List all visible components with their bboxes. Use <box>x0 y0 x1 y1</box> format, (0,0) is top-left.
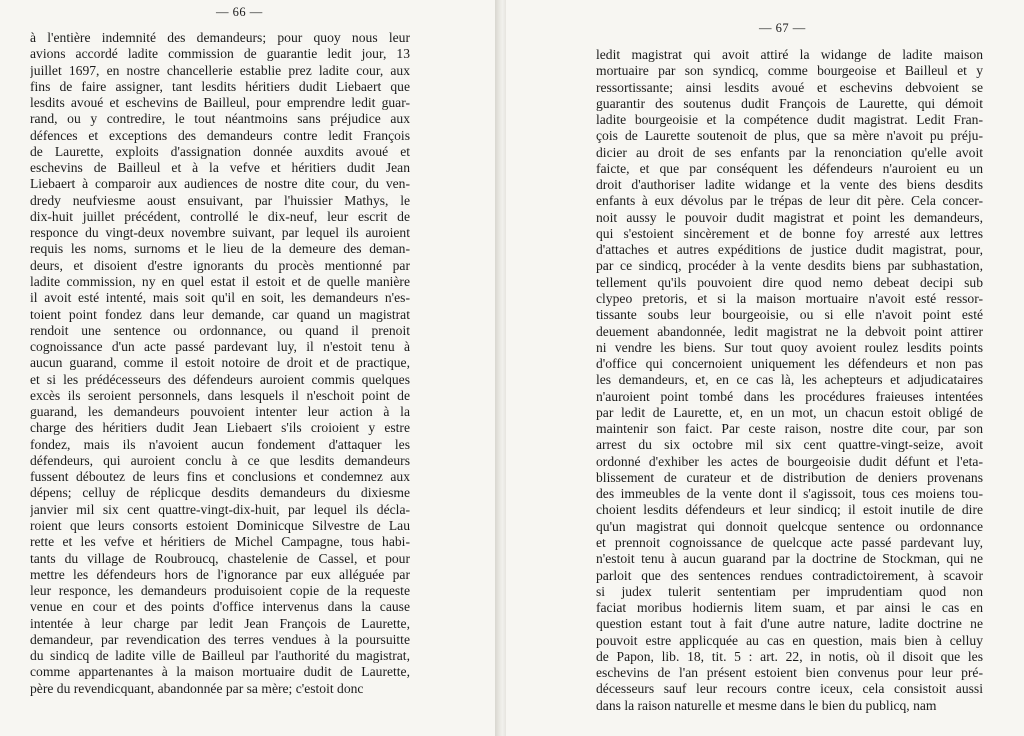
text-line: défences et exceptions des demandeurs contre ledit François <box>30 127 410 143</box>
text-line: par ce sindicq, procéder à la vente desdits biens par subhastation, <box>596 258 983 274</box>
text-line: ni vendre les biens. Sur tout quoy avoient roulez lesdits points <box>596 339 983 355</box>
text-line: à l'entière indemnité des demandeurs; pour quoy nous leur <box>30 30 410 45</box>
text-line: fondez, mais ils n'avoient aucun fondement d'attaquer les <box>30 436 410 452</box>
text-line: deurs, et disoient d'estre ignorants du procès mentionné par <box>30 257 410 273</box>
text-line: les demandeurs, et, en ce cas là, les achepteurs et adjudicataires <box>596 372 983 388</box>
page-number-66: — 66 — <box>216 5 263 19</box>
text-line: eschevins de Bailleul et à la vefve et héritiers dudit Jean <box>30 160 410 176</box>
text-line: fussent déboutez de leurs fins et conclusions et condemnez aux <box>30 469 410 485</box>
text-line: maintenir son faict. Par ceste raison, nostre dite cour, par son <box>596 421 983 437</box>
text-line: qu'un magistrat qui donnoit quelcque sentence ou ordonnance <box>596 518 983 534</box>
left-page-text <box>30 30 410 697</box>
text-line: enfants à eux dévolus par le trépas de leur dit père. Cela concer- <box>596 193 983 209</box>
text-line: avions accordé ladite commission de guarantie ledit jour, 13 <box>30 46 410 62</box>
text-line: rette et les vefve et héritiers de Michel Campagne, tous habi- <box>30 534 410 550</box>
text-line: faciat moribus hodiernis litem suam, et par ainsi le cas en <box>596 600 983 616</box>
text-line: parloit que des sentences rendues contradictoirement, à scavoir <box>596 567 983 583</box>
text-line: fins de faire assigner, tant lesdits héritiers dudit Liebaert que <box>30 78 410 94</box>
text-line: ressortissante; ainsi lesdits avoué et eschevins debvoient se <box>596 79 983 95</box>
text-line: blissement de curateur et de distribution de deniers provenans <box>596 469 983 485</box>
text-line: deuement abandonnée, ledit magistrat ne la debvoit point attirer <box>596 323 983 339</box>
text-line: qui s'estoient sincèrement et de bonne foy arresté aux lettres <box>596 225 983 241</box>
text-line: eschevins de l'an présent estoient bien convenus pour leur pré- <box>596 665 983 681</box>
text-line: dans la raison naturelle et mesme dans le bien du publicq, nam <box>596 697 937 713</box>
text-line: rand, ou y contredire, le tout néantmoins sans préjudice aux <box>30 111 410 127</box>
text-line: ladite commission, ny en quel estat il estoit et de quelle manière <box>30 273 410 289</box>
text-line: rendoit une sentence ou ordonnance, ou quand il prenoit <box>30 322 410 338</box>
page-number-67: — 67 — <box>759 21 806 35</box>
text-line: tellement qu'ils pouvoient dire quod nemo debeat decipi sub <box>596 274 983 290</box>
text-line: venue en cour et des points d'office intervenus dans la cause <box>30 599 410 615</box>
text-line: décesseurs sauf leur recours contre iceux, cela consistoit aussi <box>596 681 983 697</box>
text-line: arrest du six octobre mil six cent quattre-vingt-seize, avoit <box>596 437 983 453</box>
text-line: défendeurs, qui auroient conclu à ce que lesdits demandeurs <box>30 452 410 468</box>
text-line: tissante soubs leur bourgeoisie, ou si elle n'avoit point esté <box>596 307 983 323</box>
text-line: lesdits avoué et eschevins de Bailleul, pour emprendre ledit guar- <box>30 95 410 111</box>
text-line: responce du vingt-deux novembre suivant, par lequel ils auroient <box>30 225 410 241</box>
text-line: excès ils seroient personnels, dans lesquels il n'eschoit point de <box>30 387 410 403</box>
text-line: dix-huit juillet précédent, controllé le dix-neuf, leur escrit de <box>30 208 410 224</box>
text-line: par ledit de Laurette, et, en un mot, un chacun estoit obligé de <box>596 404 983 420</box>
text-line: père du revendicquant, abandonnée par sa mère; c'estoit donc <box>30 680 364 696</box>
text-line: faicte, et que par conséquent les défendeurs n'auroient eu un <box>596 160 983 176</box>
text-line: et si les prédécesseurs des défendeurs auroient commis quelques <box>30 371 410 387</box>
text-line: il avoit esté intenté, mais soit qu'il en soit, les demandeurs n'es- <box>30 290 410 306</box>
text-line: comme appartenantes à la maison mortuaire dudit de Laurette, <box>30 664 410 680</box>
text-line: choient lesdits défendeurs et leur sindicq; il estoit inutile de dire <box>596 502 983 518</box>
text-line: charge des héritiers dudit Jean Liebaert s'ils croioient y estre <box>30 420 410 436</box>
left-page <box>0 0 498 736</box>
text-line: du sindicq de ladite ville de Bailleul par l'authorité du magistrat, <box>30 648 410 664</box>
text-line: droit d'authoriser ladite widange et la vente des biens desdits <box>596 177 983 193</box>
text-line: clypeo pretoris, et si la maison mortuaire n'avoit esté ressor- <box>596 290 983 306</box>
right-page <box>506 0 1024 736</box>
text-line: dicier au droit de ses enfants par la renonciation qu'elle avoit <box>596 144 983 160</box>
text-line: çois de Laurette soutenoit de plus, que sa mère n'avoit pu préju- <box>596 128 983 144</box>
text-line: dépens; celluy de réplicque desdits demandeurs du dixiesme <box>30 485 410 501</box>
text-line: n'estoit tenu à aucun guarand par la doctrine de Stockman, qui ne <box>596 551 983 567</box>
text-line: mortuaire par son syndicq, comme bourgeoise et Bailleul et y <box>596 63 983 79</box>
text-line: juillet 1697, en nostre chancellerie establie prez ladite cour, aux <box>30 62 410 78</box>
text-line: et prennoit cognoissance de quelcque acte passé pardevant luy, <box>596 534 983 550</box>
text-line: des immeubles de la vente dont il s'agissoit, tous ces moiens tou- <box>596 486 983 502</box>
text-line: tants du village de Roubroucq, chastelenie de Cassel, et pour <box>30 550 410 566</box>
text-line: guarantir des soutenus dudit François de Laurette, qui démoit <box>596 95 983 111</box>
text-line: dredy neufviesme aoust ensuivant, par l'huissier Mathys, le <box>30 192 410 208</box>
right-page-text <box>596 47 983 714</box>
text-line: question estant tout à fait d'une autre nature, ladite doctrine ne <box>596 616 983 632</box>
text-line: de Laurette, exploits d'assignation donnée auxdits avoué et <box>30 143 410 159</box>
text-line: ledit magistrat qui avoit attiré la widange de ladite maison <box>596 47 983 62</box>
text-line: intentée à leur charge par ledit Jean François de Laurette, <box>30 615 410 631</box>
text-line: ordonné d'exhiber les actes de bourgeoisie dudit défunt et l'eta- <box>596 453 983 469</box>
text-line: demandeur, par revendication des terres vendues à la poursuitte <box>30 631 410 647</box>
text-line: roient que leurs consorts estoient Dominicque Silvestre de Lau <box>30 517 410 533</box>
text-line: toient point fondez dans leur demande, car quand un magistrat <box>30 306 410 322</box>
text-line: requis les noms, surnoms et le lieu de la demeure des deman- <box>30 241 410 257</box>
text-line: si judex tulerit sententiam per imprudentiam quod non <box>596 583 983 599</box>
text-line: noit aussy le pouvoir dudit magistrat et point les demandeurs, <box>596 209 983 225</box>
text-line: leur responce, les demandeurs produisoient copie de la requeste <box>30 583 410 599</box>
text-line: Liebaert à comparoir aux audiences de nostre dite cour, du ven- <box>30 176 410 192</box>
text-line: ladite bourgeoisie et la compétence dudit magistrat. Ledit Fran- <box>596 112 983 128</box>
text-line: d'attaches et autres expéditions de justice dudit magistrat, pour, <box>596 242 983 258</box>
text-line: aucun guarand, comme il estoit notoire de droit et de practique, <box>30 355 410 371</box>
text-line: n'auroient point tombé dans les procédures fraieuses intentées <box>596 388 983 404</box>
text-line: mettre les défendeurs hors de l'ignorance par eux alléguée par <box>30 566 410 582</box>
text-line: cognoissance d'un acte passé pardevant luy, il n'estoit tenu à <box>30 339 410 355</box>
text-line: pouvoit estre applicquée au cas en question, mais bien à celluy <box>596 632 983 648</box>
text-line: de Papon, lib. 18, tit. 5 : art. 22, in notis, où il disoit que les <box>596 648 983 664</box>
text-line: janvier mil six cent quattre-vingt-dix-huit, par lequel ils décla- <box>30 501 410 517</box>
text-line: d'office qui concernoient uniquement les défendeurs et non pas <box>596 356 983 372</box>
text-line: guarand, les demandeurs pouvoient intenter leur action à la <box>30 404 410 420</box>
